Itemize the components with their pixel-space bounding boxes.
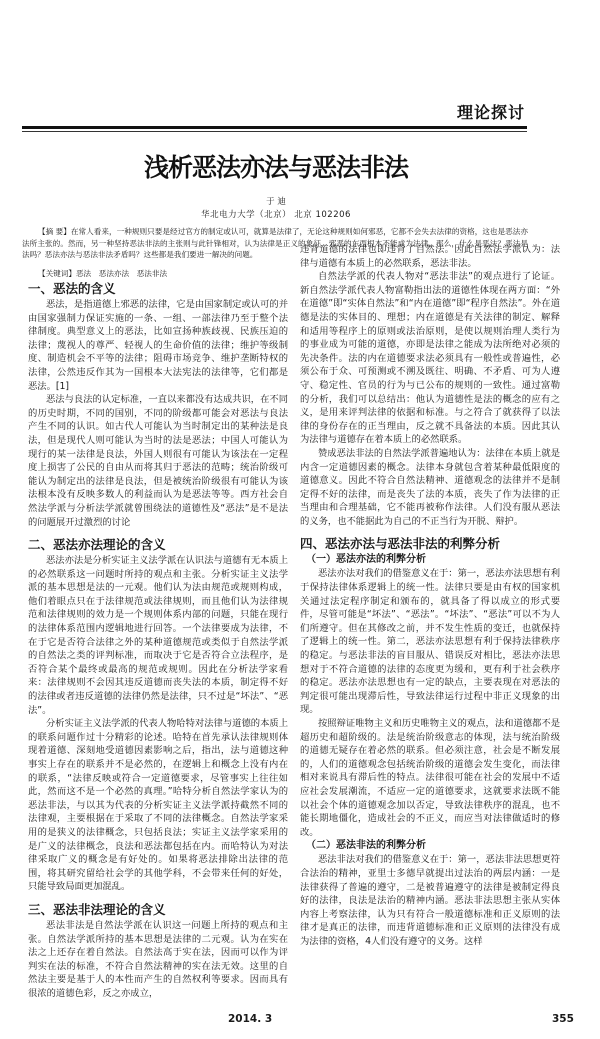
keywords: 【关键词】恶法 恶法亦法 恶法非法 [38, 269, 168, 278]
paragraph: 恶法亦法对我们的借鉴意义在于：第一，恶法亦法思想有利于保持法律体系逻辑上的统一性。法律只要是由有权的国家机关通过法定程序制定和颁布的，就具备了得以成立的形式要件，尽管可能是“坏法”、“恶法”。“坏法”、“恶法”可以不为人们所遵守。但在其修改之前，并不发生性质的变迁，也就保持了逻辑上的统一性。第二，恶法亦法思想有利于保持法律秩序的稳定。与恶法非法的盲目服从、错误反对相比，恶法亦法思想对于不符合道德的法律的态度更为缓和，更有利于社会秩序的稳定。恶法亦法思想也有一定的缺点，主要表现在对恶法的判定很可能出现滞后性，导致法律运行过程中非正义现象的出现。 [300, 568, 560, 716]
section-heading-4: 四、恶法亦法与恶法非法的利弊分析 [300, 536, 501, 552]
left-column [28, 243, 288, 1001]
section-heading-2: 二、恶法亦法理论的含义 [28, 537, 166, 553]
paragraph: 按照辩证唯物主义和历史唯物主义的观点，法和道德都不是超历史和超阶级的。法是统治阶级意志的体现，法与统治阶级的道德无疑存在着必然的联系。但必须注意，社会是不断发展的，人们的道德观念包括统治阶级的道德会发生变化，而法律相对来说具有滞后性的特点。法律很可能在社会的发展中不适应社会发展潮流，不适应一定的道德要求，这就要求法既不能以社会个体的道德观念加以否定，导致法律秩序的混乱，也不能长期地僵化，造成社会的不正义，而应当对法律做适时的修改。 [300, 718, 560, 838]
section-heading-3: 三、恶法非法理论的含义 [28, 901, 166, 917]
page-number: 355 [552, 1012, 574, 1025]
subsection-heading-1: （一）恶法亦法的利弊分析 [306, 554, 426, 566]
paragraph: 赞成恶法非法的自然法学派普遍地认为：法律在本质上就是内含一定道德因素的概念。法律本身就包含着某种最低限度的道德意义。因此不符合自然法精神、道德观念的法律并不是制定得不好的法律，而是丧失了法的本质，丧失了作为法律的正当理由和合理基础，它不能再被称作法律。人们没有服从恶法的义务，也不能据此为自己的不正当行为开脱、辩护。 [300, 447, 560, 527]
page-footer [0, 1009, 574, 1039]
section-tag: 理论探讨 [456, 103, 525, 122]
affiliation: 华北电力大学（北京） 北京 102206 [201, 210, 351, 220]
issue-date: 2014. 3 [228, 1012, 273, 1025]
paragraph: 恶法亦法是分析实证主义法学派在认识法与道德有无本质上的必然联系这一问题时所持的观点和主张。分析实证主义法学派的基本思想是法的一元观。他们认为法由规范或规则构成，他们着眼点只在于法律规范或法律规则，而且他们认为法律规范和法律规则的效力是一个规则体系内部的问题，只能在现行的法律体系范围内逻辑地进行回答。一个法律要成为法律，不在于它是否符合法律之外的某种道德规范或类似于自然法学派的自然法之类的评判标准，而取决于它是否符合立法程序，是否符合某个最终或最高的规范或规则。因此在分析法学家看来：法律规则不会因其违反道德而丧失法的本质，制定得不好的法律或者违反道德的法律仍然是法律，只不过是“坏法”、“恶法”。 [28, 555, 288, 716]
paragraph: 自然法学派的代表人物对“恶法非法”的观点进行了论证。新自然法学派代表人物富勒指出法的道德性体现在两方面：“外在道德”即“实体自然法”和“内在道德”即“程序自然法”。外在道德是法的实体目的、理想；内在道德是有关法律的制定、解释和适用等程序上的原则或法治原则，是使以规则治理人类行为的事业成为可能的道德，亦即是法律之能成为法所绝对必须的先决条件。法的内在道德要求法必须具有一般性或普遍性，必须公布于众、可预测或不溯及既往、明确、不矛盾、可为人遵守、稳定性、官员的行为与已公布的规则的一致性。通过富勒的分析，我们可以总结出：他认为道德性是法的概念的应有之义，是用来评判法律的依据和标准。与之符合了就获得了以法律的身份存在的正当理由，反之就不具备法的本质。因此其认为法律与道德存在着本质上的必然联系。 [300, 271, 560, 446]
right-column [300, 243, 560, 949]
section-heading-1: 一、恶法的含义 [28, 281, 116, 296]
paragraph: 恶法，是指道德上邪恶的法律，它是由国家制定或认可的并由国家强制力保证实施的一条、一组、一部法律乃至于整个法律制度。典型意义上的恶法，比如宣扬种族歧视、民族压迫的法律；蔑视人的尊严、轻视人的生命价值的法律；维护等级制度、制造机会不平等的法律；阻碍市场竞争、维护垄断特权的法律，公然违反作其为一国根本大法宪法的法律等，它们都是恶法。[1] [28, 299, 288, 392]
paragraph: 恶法与良法的认定标准，一直以来都没有达成共识，在不同的历史时期，不同的国别，不同的阶级都可能会对恶法与良法产生不同的认识。如古代人可能认为当时制定出的某种法是良法，但是现代人则可能认为当时的法是恶法；中国人可能认为现行的某一法律是良法，外国人则很有可能认为该法在一定程度上损害了公民的自由从而将其归于恶法的范畴；统治阶级可能认为制定出的法律是良法，但是被统治阶级很有可能认为该法根本没有反映多数人的利益而认为是恶法等等。西方社会自然法学派与分析法学派就曾围绕法的道德性及“恶法”是不是法的问题展开过激烈的讨论 [28, 394, 288, 528]
article-title: 浅析恶法亦法与恶法非法 [143, 153, 408, 182]
paragraph: 恶法非法对我们的借鉴意义在于：第一，恶法非法思想更符合法治的精神，亚里士多德早就提出过法治的两层内涵：一是法律获得了普遍的遵守，二是被普遍遵守的法律是被制定得良好的法律，良法是法治的精神内涵。恶法非法思想主张从实体内容上考察法律，认为只有符合一般道德标准和正义原则的法律才是真正的法律，而违背道德标准和正义原则的法律没有成为法律的资格，4人们没有遵守的义务。这样 [300, 854, 560, 947]
paragraph: 分析实证主义法学派的代表人物哈特对法律与道德的本质上的联系问题作过十分精彩的论述。哈特在首先承认法律规则体现着道德、深刻地受道德因素影响之后，指出，法与道德这种事实上存在的联系并不是必然的，在逻辑上和概念上没有内在的联系，“法律反映或符合一定道德要求，尽管事实上往往如此，然而这不是一个必然的真理。”哈特分析自然法学家认为的恶法非法，与以其为代表的分析实证主义法学派持截然不同的法律观，主要根据在于采取了不同的法律概念。自然法学家采用的是狭义的法律概念，只包括良法；实证主义法学家采用的是广义的法律概念，良法和恶法都包括在内。而哈特认为对法律采取广义的概念是有好处的。如果将恶法排除出法律的范围，将其研究留给社会学的其他学科，不会带来任何的好处，只能导致局面更加混乱。 [28, 718, 288, 893]
paragraph: 恶法非法是自然法学派在认识这一问题上所持的观点和主张。自然法学派所持的基本思想是法律的二元观。认为在实在法之上还存在着自然法。自然法高于实在法，因而可以作为评判实在法的标准，不符合自然法精神的实在法无效。这里的自然法主要是基于人的本性而产生的自然权利等要求。因而具有很浓的道德色彩，反之亦成立， [28, 919, 288, 999]
columns [0, 243, 560, 1001]
abstract: 【摘 要】在常人看来，一种规则只要是经过官方的制定或认可，就算是法律了，无论这种规则如何邪恶，它都不会失去法律的资格，这也是恶法亦法所主张的。然而，另一种坚持恶法非法的主张则与此针锋相对，认为法律是正义的象征，邪恶的东西根本不能成为法律。那么，什么是恶法？恶法是法吗？恶法亦法与恶法非法矛盾吗？这些都是我们要进一解决的问题。 [22, 227, 528, 259]
author: 于 迪 [266, 197, 286, 207]
paragraph: 违背道德的法律也即违背了自然法。因此自然法学派认为：法律与道德有本质上的必然联系，恶法非法。 [300, 244, 560, 269]
subsection-heading-2: （二）恶法非法的利弊分析 [306, 840, 426, 852]
